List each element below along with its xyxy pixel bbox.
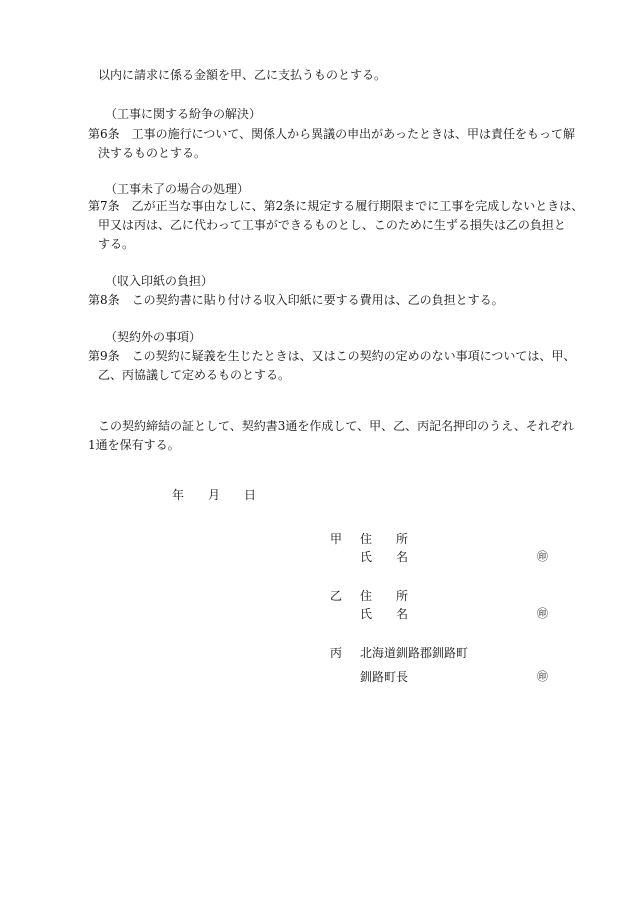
date-year: 年 <box>172 488 185 502</box>
article-6-line-2: 決するものとする。 <box>98 146 207 160</box>
article-7-line-3: する。 <box>98 237 135 251</box>
party-hei-name: 釧路町長 <box>360 670 409 684</box>
closing-line-2: 1通を保有する。 <box>88 438 180 452</box>
party-otsu-seal-icon: ㊞ <box>537 607 548 620</box>
article-8-heading: （収入印紙の負担） <box>105 274 214 288</box>
article-9-line-2: 乙、丙協議して定めるものとする。 <box>98 368 291 382</box>
party-hei-address: 北海道釧路郡釧路町 <box>360 646 469 660</box>
article-8-line-1: 第8条 この契約書に貼り付ける収入印紙に要する費用は、乙の負担とする。 <box>88 293 504 307</box>
article-7-line-2: 甲又は丙は、乙に代わって工事ができるものとし、このために生ずる損失は乙の負担と <box>98 218 566 232</box>
intro-line: 以内に請求に係る金額を甲、乙に支払うものとする。 <box>98 68 387 82</box>
party-otsu-address-label: 住 所 <box>360 589 409 603</box>
closing-line-1: この契約締結の証として、契約書3通を作成して、甲、乙、丙記名押印のうえ、それぞれ <box>98 419 574 433</box>
party-hei-mark: 丙 <box>330 646 343 660</box>
party-otsu-mark: 乙 <box>330 589 343 603</box>
article-7-line-1: 第7条 乙が正当な事由なしに、第2条に規定する履行期限までに工事を完成しないときは、 <box>88 199 584 213</box>
party-ko-name-label: 氏 名 <box>360 550 409 564</box>
party-ko-mark: 甲 <box>330 532 343 546</box>
article-7-heading: （工事未了の場合の処理） <box>105 182 250 196</box>
date-month: 月 <box>208 488 221 502</box>
article-6-heading: （工事に関する紛争の解決） <box>105 107 262 121</box>
date-day: 日 <box>244 488 257 502</box>
party-ko-address-label: 住 所 <box>360 532 409 546</box>
party-otsu-name-label: 氏 名 <box>360 607 409 621</box>
party-ko-seal-icon: ㊞ <box>537 550 548 563</box>
party-hei-seal-icon: ㊞ <box>537 670 548 683</box>
article-6-line-1: 第6条 工事の施行について、関係人から異議の申出があったときは、甲は責任をもって解 <box>88 127 576 141</box>
article-9-heading: （契約外の事項） <box>105 330 202 344</box>
article-9-line-1: 第9条 この契約に疑義を生じたときは、又はこの契約の定めのない事項については、甲、 <box>88 349 576 363</box>
